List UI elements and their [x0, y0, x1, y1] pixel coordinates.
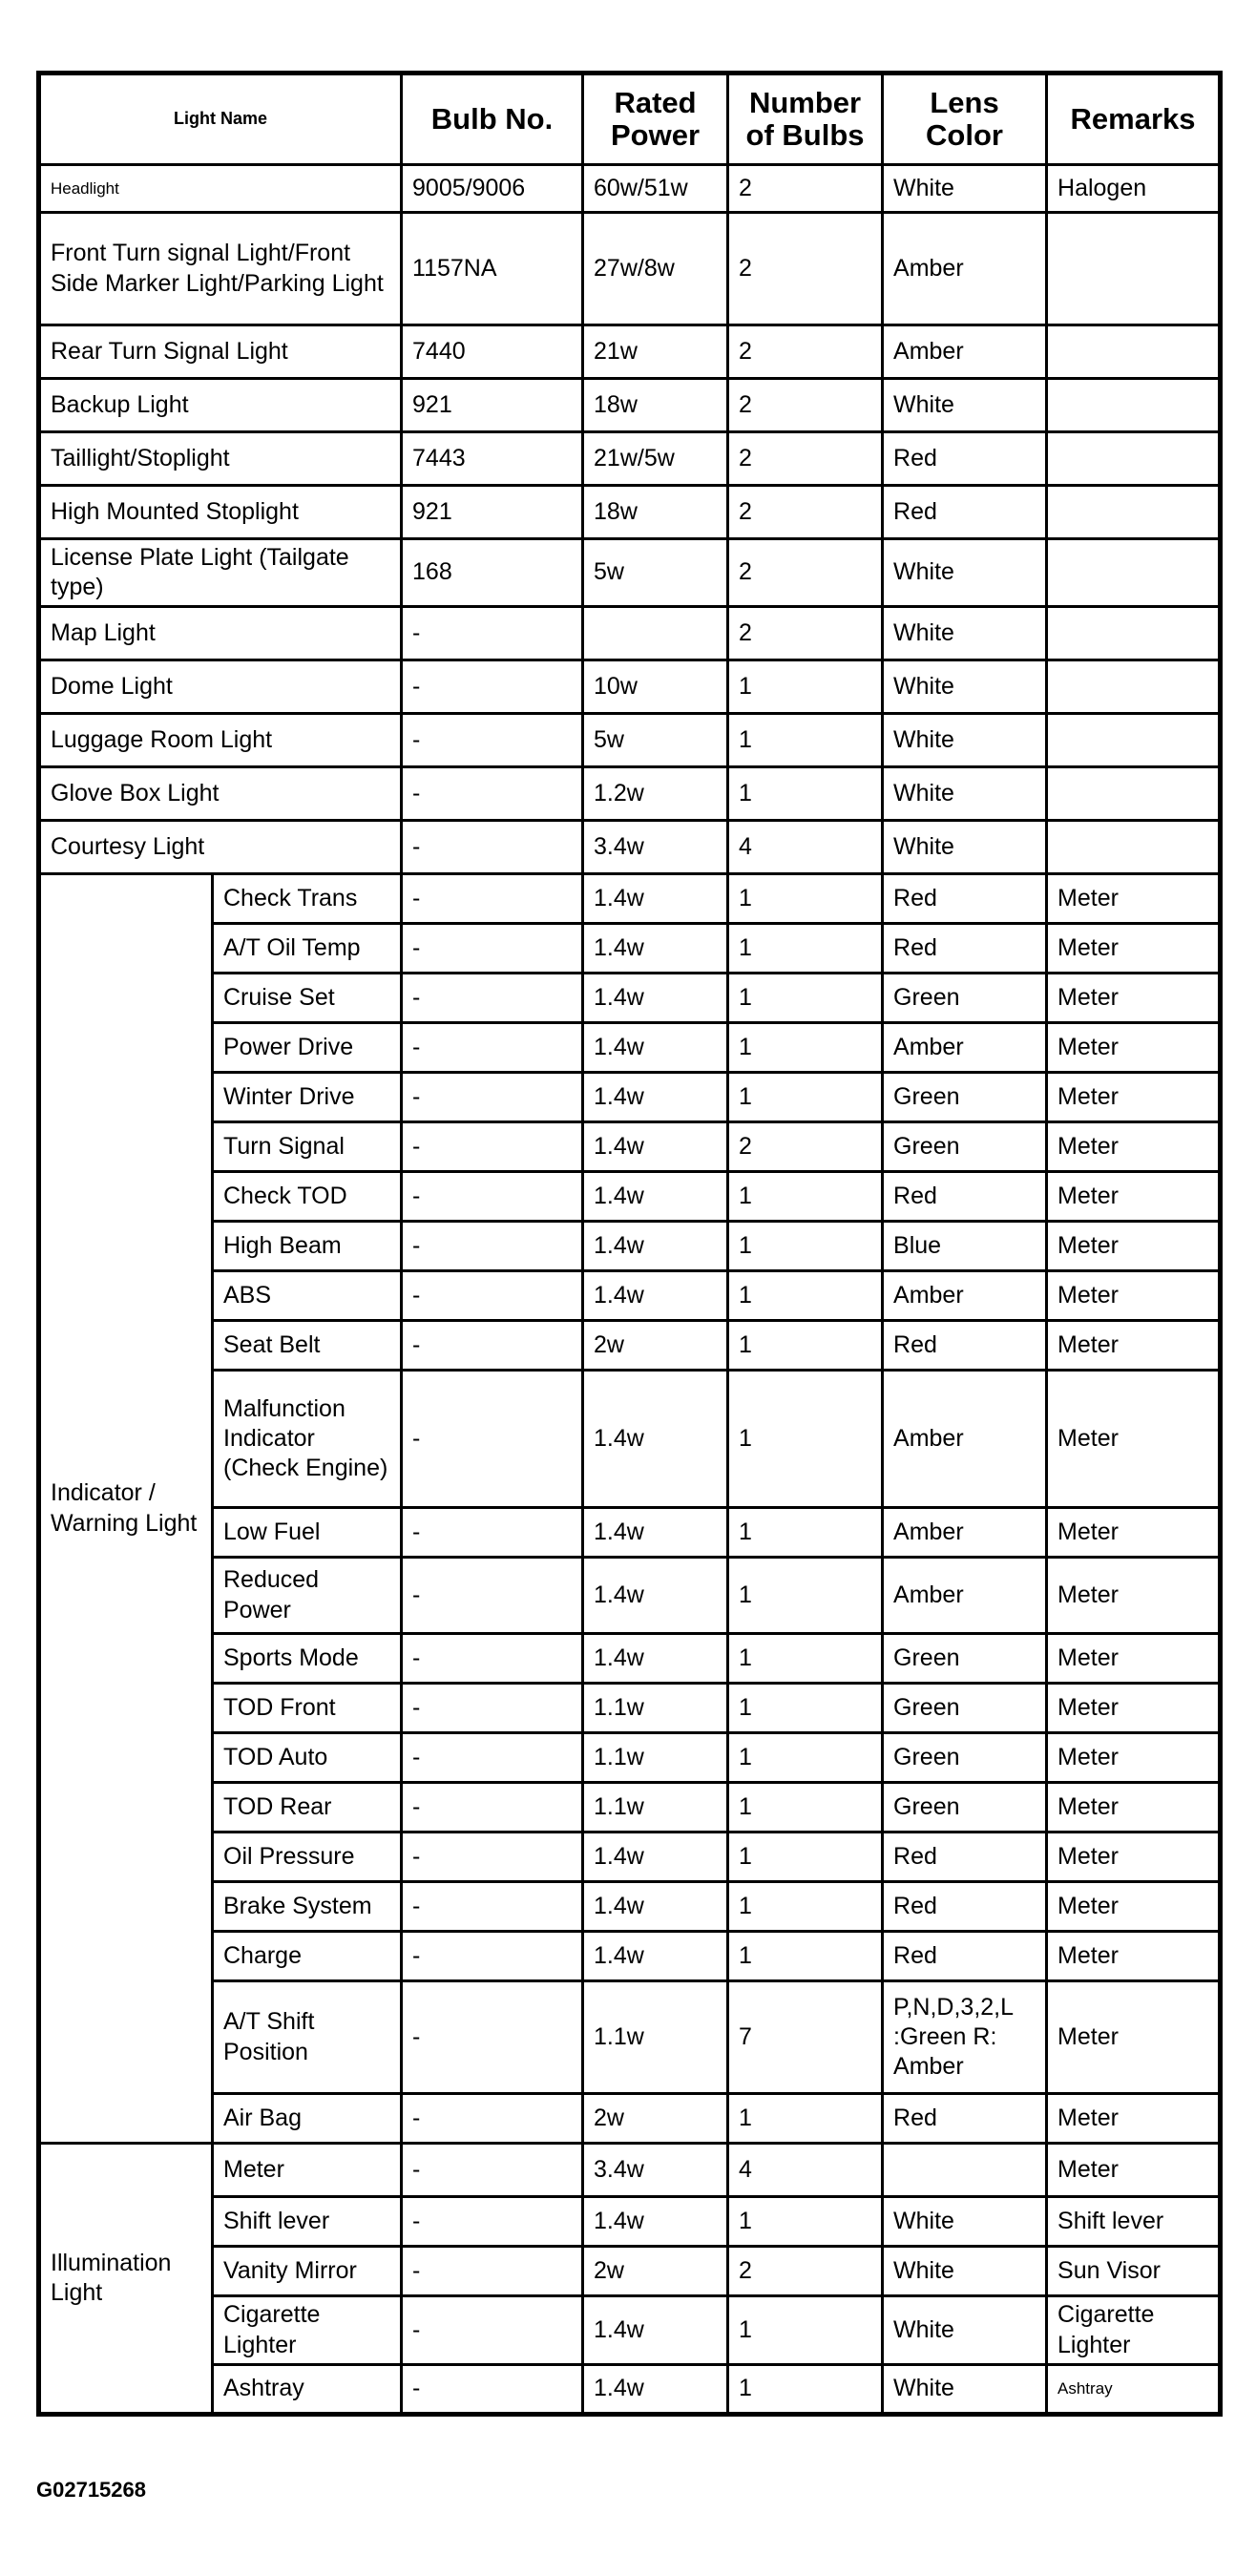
color-cell: P,N,D,3,2,L :Green R: Amber [883, 1981, 1047, 2094]
light-name-cell: Malfunction Indicator (Check Engine) [213, 1371, 402, 1508]
power-cell: 1.4w [583, 2365, 728, 2415]
light-name-cell: Courtesy Light [39, 821, 402, 874]
count-cell: 1 [728, 660, 883, 714]
power-cell: 1.4w [583, 1558, 728, 1634]
bulb-cell: 9005/9006 [402, 165, 583, 213]
bulb-cell: - [402, 1371, 583, 1508]
header-remarks: Remarks [1047, 73, 1221, 165]
color-cell: Amber [883, 1371, 1047, 1508]
power-cell: 1.4w [583, 874, 728, 924]
remarks-cell: Shift lever [1047, 2197, 1221, 2247]
table-row [39, 2247, 1221, 2296]
header-light-name: Light Name [39, 73, 402, 165]
bulb-cell: - [402, 2365, 583, 2415]
power-cell: 2w [583, 1321, 728, 1371]
color-cell: Red [883, 1932, 1047, 1981]
light-name-cell: ABS [213, 1271, 402, 1321]
bulb-cell: - [402, 1023, 583, 1073]
power-cell: 1.1w [583, 1981, 728, 2094]
light-name-cell: Turn Signal [213, 1122, 402, 1172]
light-name-cell: A/T Shift Position [213, 1981, 402, 2094]
count-cell: 1 [728, 1271, 883, 1321]
color-cell: White [883, 2365, 1047, 2415]
bulb-cell: - [402, 974, 583, 1023]
power-cell: 1.4w [583, 1508, 728, 1558]
table-row [39, 767, 1221, 821]
bulb-cell: - [402, 2247, 583, 2296]
count-cell: 2 [728, 165, 883, 213]
count-cell: 1 [728, 2094, 883, 2144]
header-lens-color: Lens Color [883, 73, 1047, 165]
bulb-cell: 1157NA [402, 213, 583, 325]
bulb-cell: - [402, 1508, 583, 1558]
light-name-cell: License Plate Light (Tailgate type) [39, 539, 402, 607]
light-name-cell: Luggage Room Light [39, 714, 402, 767]
count-cell: 1 [728, 1833, 883, 1882]
light-name-cell: Taillight/Stoplight [39, 432, 402, 486]
color-cell: White [883, 607, 1047, 660]
remarks-cell: Meter [1047, 1321, 1221, 1371]
remarks-cell: Meter [1047, 1634, 1221, 1684]
table-row [39, 874, 1221, 924]
count-cell: 1 [728, 1882, 883, 1932]
table-row [39, 1023, 1221, 1073]
light-name-cell: Cigarette Lighter [213, 2296, 402, 2365]
remarks-cell: Meter [1047, 1508, 1221, 1558]
light-name-cell: Backup Light [39, 379, 402, 432]
color-cell: Red [883, 874, 1047, 924]
remarks-cell: Meter [1047, 1783, 1221, 1833]
power-cell: 2w [583, 2094, 728, 2144]
power-cell: 3.4w [583, 2144, 728, 2197]
color-cell: Red [883, 1833, 1047, 1882]
group-name-cell: Illumination Light [39, 2144, 213, 2415]
color-cell: White [883, 2197, 1047, 2247]
light-name-cell: Check Trans [213, 874, 402, 924]
count-cell: 1 [728, 767, 883, 821]
figure-id: G02715268 [36, 2478, 146, 2502]
table-row [39, 1073, 1221, 1122]
remarks-cell: Meter [1047, 1882, 1221, 1932]
remarks-cell: Meter [1047, 924, 1221, 974]
bulb-cell: - [402, 1073, 583, 1122]
color-cell [883, 2144, 1047, 2197]
color-cell: Red [883, 2094, 1047, 2144]
count-cell: 1 [728, 974, 883, 1023]
light-name-cell: Seat Belt [213, 1321, 402, 1371]
remarks-cell: Meter [1047, 1733, 1221, 1783]
color-cell: Red [883, 1321, 1047, 1371]
table-row [39, 660, 1221, 714]
light-name-cell: Headlight [39, 165, 402, 213]
light-name-cell: TOD Front [213, 1684, 402, 1733]
count-cell: 1 [728, 874, 883, 924]
table-body [39, 165, 1221, 2415]
bulb-cell: - [402, 1122, 583, 1172]
count-cell: 1 [728, 1684, 883, 1733]
power-cell: 1.4w [583, 1073, 728, 1122]
count-cell: 2 [728, 539, 883, 607]
count-cell: 1 [728, 2197, 883, 2247]
color-cell: White [883, 660, 1047, 714]
count-cell: 7 [728, 1981, 883, 2094]
power-cell: 18w [583, 486, 728, 539]
table-row [39, 1172, 1221, 1222]
table-row [39, 432, 1221, 486]
count-cell: 1 [728, 1733, 883, 1783]
bulb-cell: - [402, 2144, 583, 2197]
light-name-cell: Winter Drive [213, 1073, 402, 1122]
table-row [39, 165, 1221, 213]
remarks-cell [1047, 325, 1221, 379]
bulb-cell: - [402, 2094, 583, 2144]
count-cell: 1 [728, 924, 883, 974]
table-row [39, 2094, 1221, 2144]
bulb-cell: - [402, 1222, 583, 1271]
table-row [39, 1371, 1221, 1508]
power-cell: 1.4w [583, 1882, 728, 1932]
remarks-cell: Meter [1047, 1981, 1221, 2094]
header-row [39, 73, 1221, 165]
color-cell: White [883, 714, 1047, 767]
remarks-cell: Meter [1047, 974, 1221, 1023]
remarks-cell: Meter [1047, 1558, 1221, 1634]
remarks-cell [1047, 539, 1221, 607]
bulb-cell: - [402, 1558, 583, 1634]
remarks-cell: Meter [1047, 1122, 1221, 1172]
power-cell: 1.4w [583, 1271, 728, 1321]
table-row [39, 213, 1221, 325]
color-cell: White [883, 379, 1047, 432]
remarks-cell: Halogen [1047, 165, 1221, 213]
count-cell: 2 [728, 607, 883, 660]
power-cell: 1.4w [583, 1122, 728, 1172]
header-number-of-bulbs: Number of Bulbs [728, 73, 883, 165]
remarks-cell: Cigarette Lighter [1047, 2296, 1221, 2365]
light-name-cell: Meter [213, 2144, 402, 2197]
power-cell: 1.4w [583, 924, 728, 974]
bulb-cell: - [402, 821, 583, 874]
color-cell: Green [883, 1684, 1047, 1733]
table-row [39, 924, 1221, 974]
remarks-cell [1047, 767, 1221, 821]
power-cell: 1.4w [583, 1833, 728, 1882]
color-cell: Blue [883, 1222, 1047, 1271]
color-cell: Red [883, 1172, 1047, 1222]
count-cell: 2 [728, 486, 883, 539]
light-name-cell: Front Turn signal Light/Front Side Marker Light/Parking Light [39, 213, 402, 325]
table-row [39, 714, 1221, 767]
light-name-cell: Charge [213, 1932, 402, 1981]
count-cell: 1 [728, 1321, 883, 1371]
remarks-cell: Meter [1047, 1932, 1221, 1981]
power-cell: 60w/51w [583, 165, 728, 213]
light-name-cell: TOD Auto [213, 1733, 402, 1783]
count-cell: 1 [728, 1634, 883, 1684]
bulb-cell: 168 [402, 539, 583, 607]
table-row [39, 2144, 1221, 2197]
table-row [39, 1508, 1221, 1558]
count-cell: 1 [728, 1371, 883, 1508]
count-cell: 1 [728, 2296, 883, 2365]
light-name-cell: Shift lever [213, 2197, 402, 2247]
color-cell: Red [883, 486, 1047, 539]
remarks-cell [1047, 379, 1221, 432]
light-name-cell: A/T Oil Temp [213, 924, 402, 974]
count-cell: 2 [728, 1122, 883, 1172]
light-name-cell: High Beam [213, 1222, 402, 1271]
remarks-cell: Meter [1047, 2144, 1221, 2197]
remarks-cell: Meter [1047, 1271, 1221, 1321]
color-cell: White [883, 539, 1047, 607]
color-cell: White [883, 2296, 1047, 2365]
power-cell: 1.4w [583, 1222, 728, 1271]
power-cell: 1.4w [583, 2197, 728, 2247]
color-cell: Amber [883, 1508, 1047, 1558]
count-cell: 1 [728, 714, 883, 767]
light-name-cell: Sports Mode [213, 1634, 402, 1684]
remarks-cell: Meter [1047, 2094, 1221, 2144]
bulb-cell: - [402, 1932, 583, 1981]
light-name-cell: High Mounted Stoplight [39, 486, 402, 539]
power-cell: 1.4w [583, 974, 728, 1023]
remarks-cell [1047, 714, 1221, 767]
power-cell: 1.4w [583, 1371, 728, 1508]
remarks-cell [1047, 432, 1221, 486]
power-cell [583, 607, 728, 660]
power-cell: 3.4w [583, 821, 728, 874]
light-name-cell: Brake System [213, 1882, 402, 1932]
bulb-cell: - [402, 1634, 583, 1684]
count-cell: 1 [728, 1172, 883, 1222]
color-cell: White [883, 767, 1047, 821]
remarks-cell: Meter [1047, 1073, 1221, 1122]
count-cell: 4 [728, 2144, 883, 2197]
power-cell: 10w [583, 660, 728, 714]
table-row [39, 1932, 1221, 1981]
bulb-cell: - [402, 924, 583, 974]
power-cell: 1.4w [583, 1932, 728, 1981]
table-row [39, 1981, 1221, 2094]
table-row [39, 1882, 1221, 1932]
remarks-cell: Meter [1047, 1371, 1221, 1508]
bulb-cell: - [402, 1882, 583, 1932]
color-cell: Amber [883, 1271, 1047, 1321]
color-cell: Red [883, 1882, 1047, 1932]
bulb-cell: 921 [402, 379, 583, 432]
table-row [39, 821, 1221, 874]
count-cell: 1 [728, 1932, 883, 1981]
table-row [39, 974, 1221, 1023]
remarks-cell: Meter [1047, 1023, 1221, 1073]
color-cell: Green [883, 1783, 1047, 1833]
remarks-cell: Meter [1047, 874, 1221, 924]
color-cell: Green [883, 1634, 1047, 1684]
count-cell: 1 [728, 1558, 883, 1634]
light-name-cell: TOD Rear [213, 1783, 402, 1833]
header-bulb-no: Bulb No. [402, 73, 583, 165]
remarks-cell: Meter [1047, 1833, 1221, 1882]
power-cell: 27w/8w [583, 213, 728, 325]
light-name-cell: Ashtray [213, 2365, 402, 2415]
table-row [39, 1122, 1221, 1172]
count-cell: 1 [728, 1783, 883, 1833]
bulb-cell: - [402, 2296, 583, 2365]
remarks-cell: Meter [1047, 1222, 1221, 1271]
remarks-cell [1047, 821, 1221, 874]
color-cell: Red [883, 432, 1047, 486]
remarks-cell: Meter [1047, 1172, 1221, 1222]
bulb-cell: - [402, 2197, 583, 2247]
color-cell: Green [883, 1733, 1047, 1783]
power-cell: 2w [583, 2247, 728, 2296]
bulb-spec-table [36, 71, 1223, 2417]
table-row [39, 1783, 1221, 1833]
bulb-cell: - [402, 1783, 583, 1833]
power-cell: 1.4w [583, 1634, 728, 1684]
color-cell: Green [883, 1122, 1047, 1172]
light-name-cell: Power Drive [213, 1023, 402, 1073]
power-cell: 5w [583, 539, 728, 607]
table-row [39, 2197, 1221, 2247]
light-name-cell: Cruise Set [213, 974, 402, 1023]
bulb-cell: 921 [402, 486, 583, 539]
light-name-cell: Air Bag [213, 2094, 402, 2144]
light-name-cell: Oil Pressure [213, 1833, 402, 1882]
remarks-cell [1047, 486, 1221, 539]
color-cell: Amber [883, 213, 1047, 325]
bulb-cell: - [402, 660, 583, 714]
color-cell: White [883, 2247, 1047, 2296]
table-row [39, 1733, 1221, 1783]
bulb-cell: 7443 [402, 432, 583, 486]
bulb-cell: - [402, 1684, 583, 1733]
count-cell: 2 [728, 379, 883, 432]
power-cell: 1.4w [583, 1172, 728, 1222]
count-cell: 2 [728, 213, 883, 325]
color-cell: Green [883, 1073, 1047, 1122]
group-name-cell: Indicator / Warning Light [39, 874, 213, 2144]
table-row [39, 539, 1221, 607]
table-row [39, 1558, 1221, 1634]
power-cell: 1.1w [583, 1684, 728, 1733]
remarks-cell [1047, 660, 1221, 714]
power-cell: 18w [583, 379, 728, 432]
remarks-cell [1047, 213, 1221, 325]
bulb-cell: - [402, 1321, 583, 1371]
bulb-cell: - [402, 714, 583, 767]
light-name-cell: Reduced Power [213, 1558, 402, 1634]
table-row [39, 325, 1221, 379]
table-row [39, 2365, 1221, 2415]
count-cell: 2 [728, 325, 883, 379]
count-cell: 1 [728, 1222, 883, 1271]
bulb-cell: - [402, 1981, 583, 2094]
table-row [39, 1833, 1221, 1882]
table-row [39, 2296, 1221, 2365]
bulb-cell: - [402, 874, 583, 924]
color-cell: Amber [883, 1558, 1047, 1634]
bulb-cell: - [402, 1172, 583, 1222]
light-name-cell: Rear Turn Signal Light [39, 325, 402, 379]
remarks-cell: Sun Visor [1047, 2247, 1221, 2296]
light-name-cell: Check TOD [213, 1172, 402, 1222]
color-cell: Amber [883, 325, 1047, 379]
color-cell: White [883, 821, 1047, 874]
count-cell: 4 [728, 821, 883, 874]
light-name-cell: Dome Light [39, 660, 402, 714]
power-cell: 21w [583, 325, 728, 379]
table-row [39, 1321, 1221, 1371]
power-cell: 1.4w [583, 2296, 728, 2365]
light-name-cell: Map Light [39, 607, 402, 660]
table-row [39, 379, 1221, 432]
bulb-cell: - [402, 1271, 583, 1321]
count-cell: 1 [728, 1023, 883, 1073]
bulb-cell: - [402, 607, 583, 660]
power-cell: 1.4w [583, 1023, 728, 1073]
color-cell: Red [883, 924, 1047, 974]
remarks-cell: Ashtray [1047, 2365, 1221, 2415]
power-cell: 1.1w [583, 1733, 728, 1783]
bulb-cell: - [402, 1833, 583, 1882]
count-cell: 1 [728, 1508, 883, 1558]
table-row [39, 1222, 1221, 1271]
light-name-cell: Vanity Mirror [213, 2247, 402, 2296]
count-cell: 1 [728, 2365, 883, 2415]
light-name-cell: Low Fuel [213, 1508, 402, 1558]
bulb-cell: 7440 [402, 325, 583, 379]
color-cell: White [883, 165, 1047, 213]
power-cell: 1.2w [583, 767, 728, 821]
bulb-cell: - [402, 1733, 583, 1783]
header-rated-power: Rated Power [583, 73, 728, 165]
light-name-cell: Glove Box Light [39, 767, 402, 821]
remarks-cell: Meter [1047, 1684, 1221, 1733]
table-row [39, 486, 1221, 539]
color-cell: Amber [883, 1023, 1047, 1073]
power-cell: 21w/5w [583, 432, 728, 486]
count-cell: 1 [728, 1073, 883, 1122]
count-cell: 2 [728, 432, 883, 486]
power-cell: 1.1w [583, 1783, 728, 1833]
bulb-cell: - [402, 767, 583, 821]
table-row [39, 1634, 1221, 1684]
table-row [39, 1271, 1221, 1321]
table-row [39, 607, 1221, 660]
table-row [39, 1684, 1221, 1733]
color-cell: Green [883, 974, 1047, 1023]
remarks-cell [1047, 607, 1221, 660]
count-cell: 2 [728, 2247, 883, 2296]
power-cell: 5w [583, 714, 728, 767]
